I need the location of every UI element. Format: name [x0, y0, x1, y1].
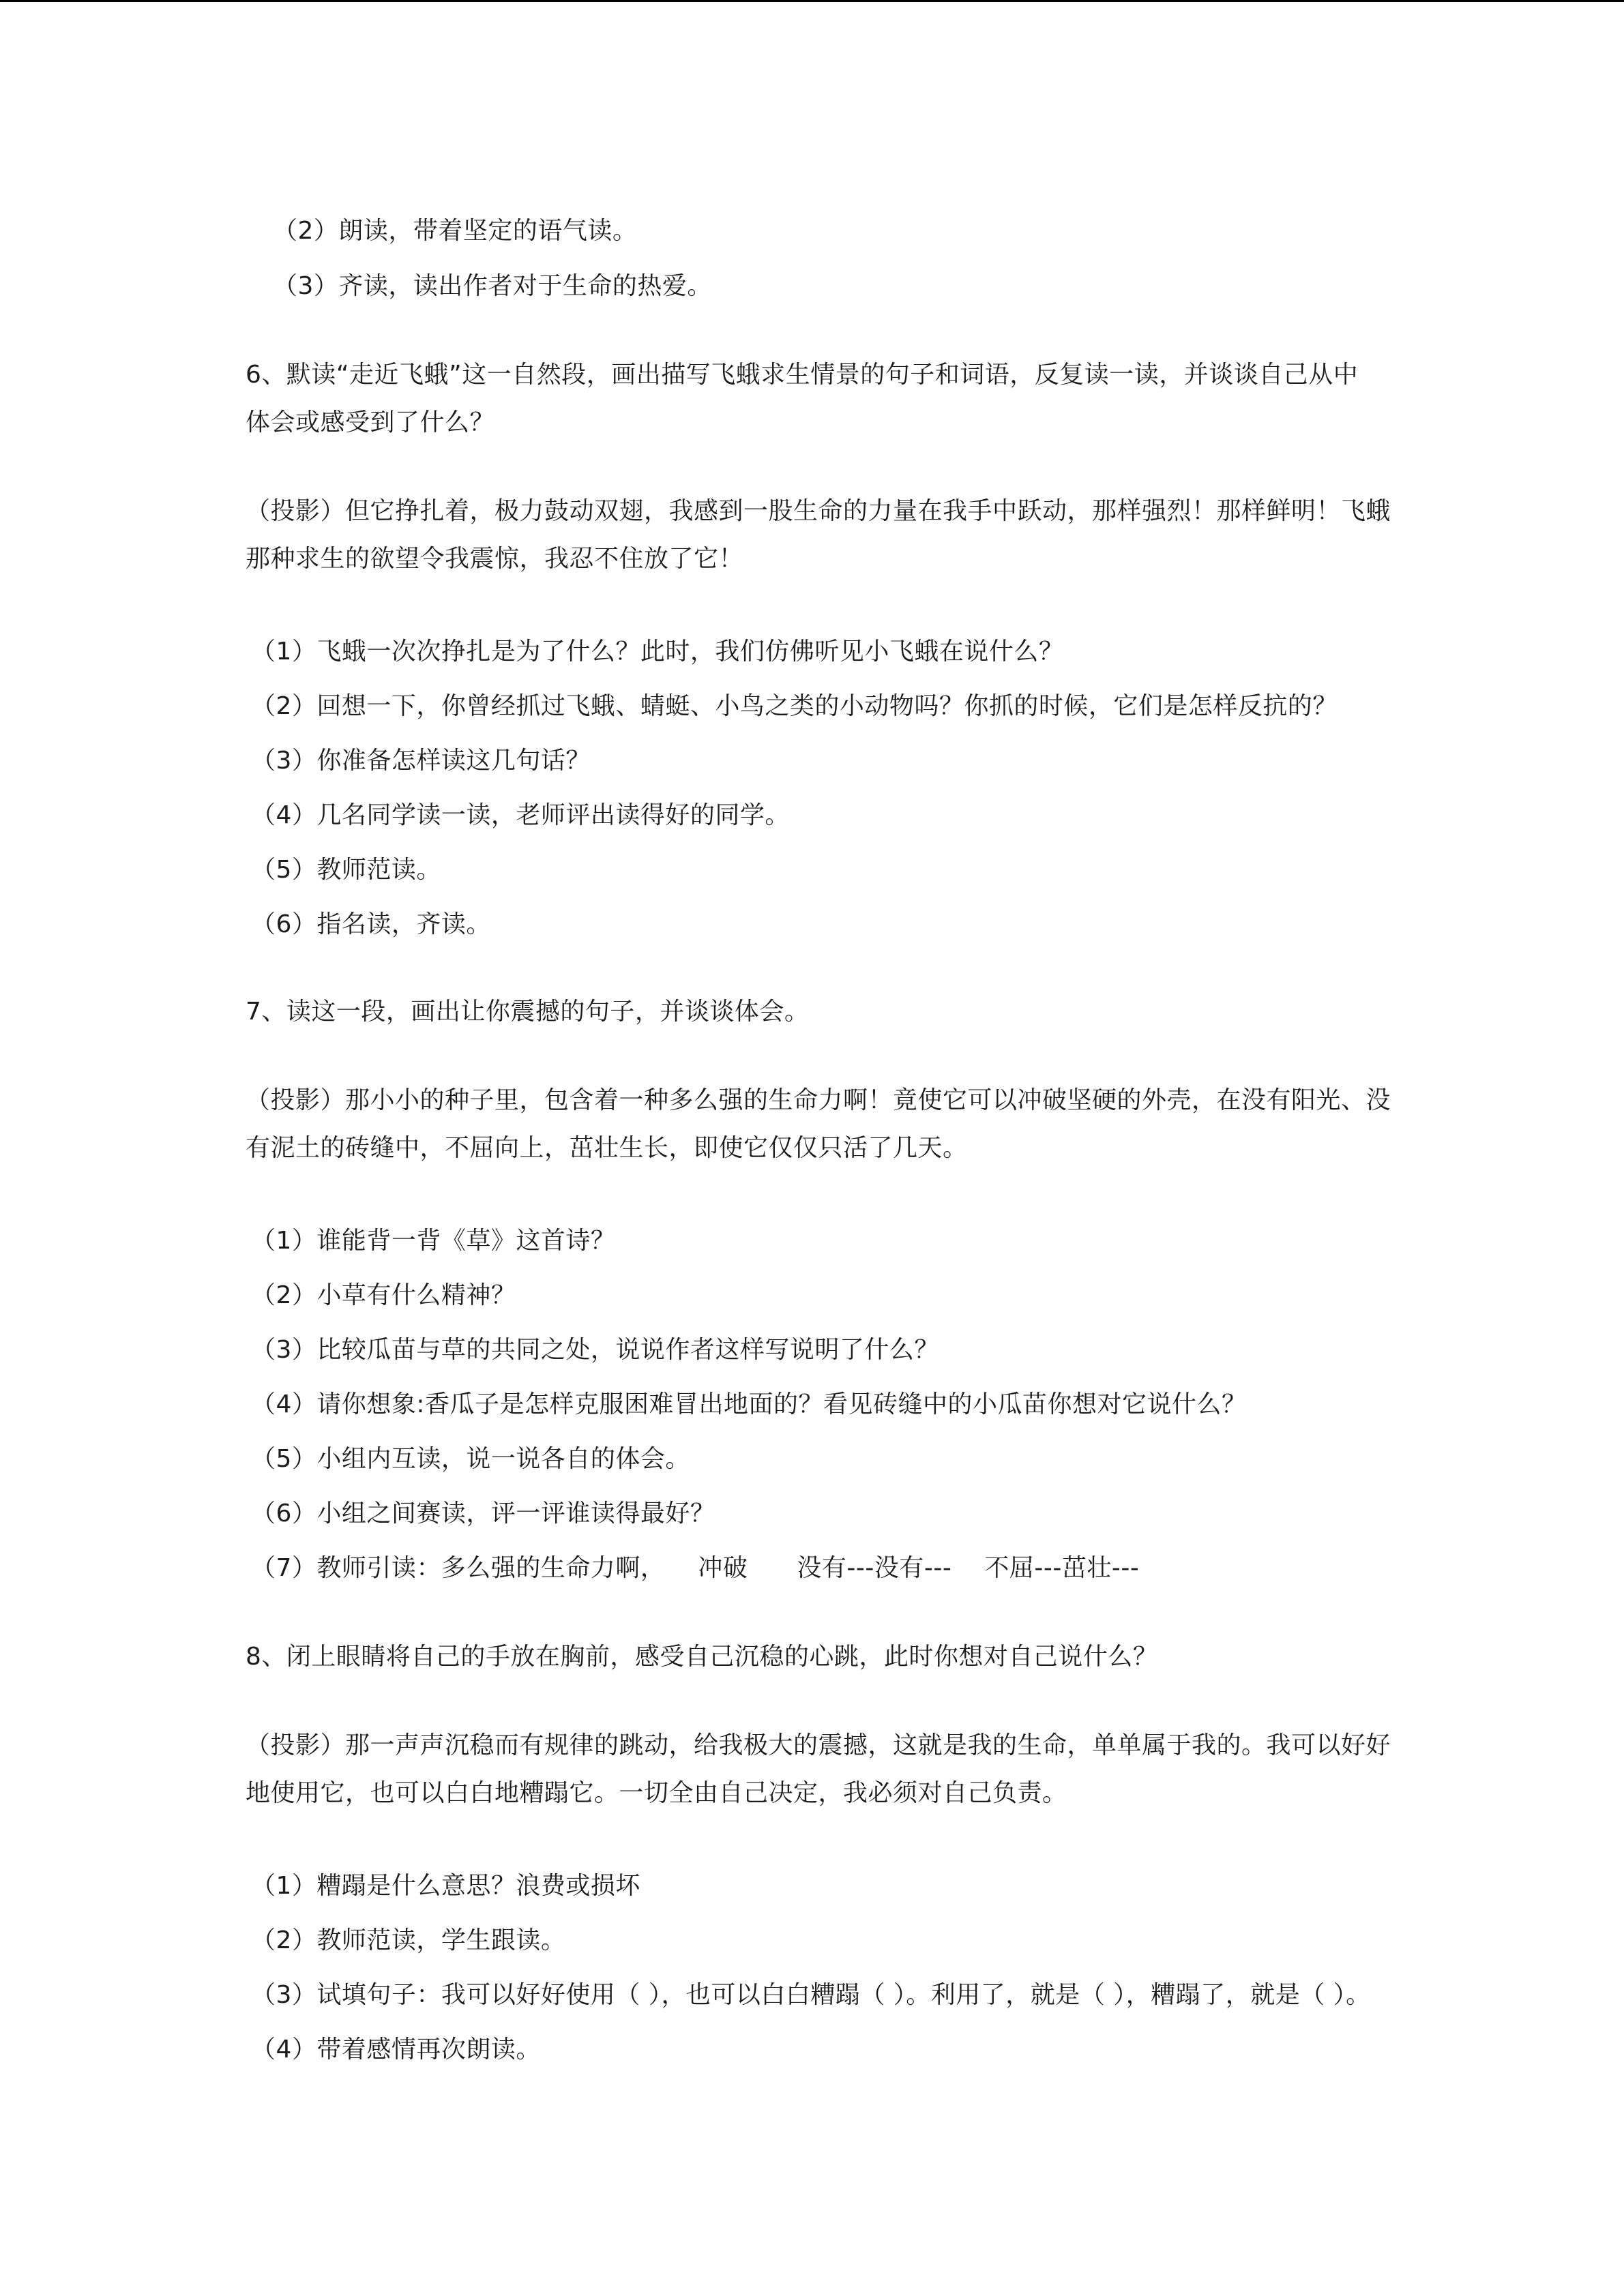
question-7: 7、读这一段，画出让你震撼的句子，并谈谈体会。: [246, 998, 810, 1026]
q7-step-7: [251, 1553, 1397, 1584]
q7-step-7-lead: （7）教师引读：多么强的生命力啊，: [251, 1554, 666, 1582]
q8-step-1: （1）糟蹋是什么意思？浪费或损坏: [251, 1872, 640, 1900]
q6-step-5: （5）教师范读。: [251, 856, 441, 884]
q8-step-4: （4）带着感情再次朗读。: [251, 2036, 541, 2063]
q6-step-3: （3）你准备怎样读这几句话？: [251, 747, 591, 775]
step-3-read-together: （3）齐读，读出作者对于生命的热爱。: [273, 272, 712, 300]
question-8: 8、闭上眼睛将自己的手放在胸前，感受自己沉稳的心跳，此时你想对自己说什么？: [246, 1643, 1158, 1671]
q6-projection-line-1: （投影）但它挣扎着，极力鼓动双翅，我感到一股生命的力量在我手中跃动，那样强烈！那样鲜明！飞蛾: [246, 497, 1391, 525]
q7-step-7-break-through: 冲破: [698, 1554, 748, 1582]
question-6-line-2: 体会或感受到了什么？: [246, 408, 495, 436]
q6-step-6: （6）指名读，齐读。: [251, 910, 491, 938]
q7-projection-line-2: 有泥土的砖缝中，不屈向上，茁壮生长，即使它仅仅只活了几天。: [246, 1134, 968, 1162]
q6-step-2: （2）回想一下，你曾经抓过飞蛾、蜻蜓、小鸟之类的小动物吗？你抓的时候，它们是怎样反抗的？: [251, 692, 1338, 720]
q8-step-2: （2）教师范读，学生跟读。: [251, 1926, 566, 1954]
q7-step-1: （1）谁能背一背《草》这首诗？: [251, 1227, 616, 1255]
q7-step-6: （6）小组之间赛读，评一评谁读得最好？: [251, 1500, 715, 1527]
q7-projection-line-1: （投影）那小小的种子里，包含着一种多么强的生命力啊！竟使它可以冲破坚硬的外壳，在没有阳光、没: [246, 1086, 1391, 1114]
q8-projection-line-1: （投影）那一声声沉稳而有规律的跳动，给我极大的震撼，这就是我的生命，单单属于我的。我可以好好: [246, 1731, 1391, 1759]
q7-step-4: （4）请你想象:香瓜子是怎样克服困难冒出地面的？看见砖缝中的小瓜苗你想对它说什么？: [251, 1390, 1247, 1418]
q6-step-1: （1）飞蛾一次次挣扎是为了什么？此时，我们仿佛听见小飞蛾在说什么？: [251, 638, 1064, 666]
step-2-read-aloud: （2）朗读，带着坚定的语气读。: [273, 217, 638, 245]
q7-step-5: （5）小组内互读，说一说各自的体会。: [251, 1445, 690, 1473]
q7-step-7-unyielding: 不屈---茁壮---: [984, 1554, 1140, 1582]
question-6-line-1: 6、默读“走近飞蛾”这一自然段，画出描写飞蛾求生情景的句子和词语，反复读一读，并谈谈自己从中: [246, 361, 1359, 389]
q7-step-2: （2）小草有什么精神？: [251, 1281, 516, 1309]
q8-step-3: （3）试填句子：我可以好好使用（ ），也可以白白糟蹋（ ）。利用了，就是（ ），糟蹋了，就是（ ）。: [251, 1981, 1371, 2009]
q8-projection-line-2: 地使用它，也可以白白地糟蹋它。一切全由自己决定，我必须对自己负责。: [246, 1779, 1067, 1807]
q7-step-7-without: 没有---没有---: [797, 1554, 952, 1582]
q6-projection-line-2: 那种求生的欲望令我震惊，我忍不住放了它！: [246, 545, 744, 573]
q6-step-4: （4）几名同学读一读，老师评出读得好的同学。: [251, 801, 790, 829]
q7-step-3: （3）比较瓜苗与草的共同之处，说说作者这样写说明了什么？: [251, 1336, 939, 1364]
page-top-border: [0, 0, 1624, 2]
